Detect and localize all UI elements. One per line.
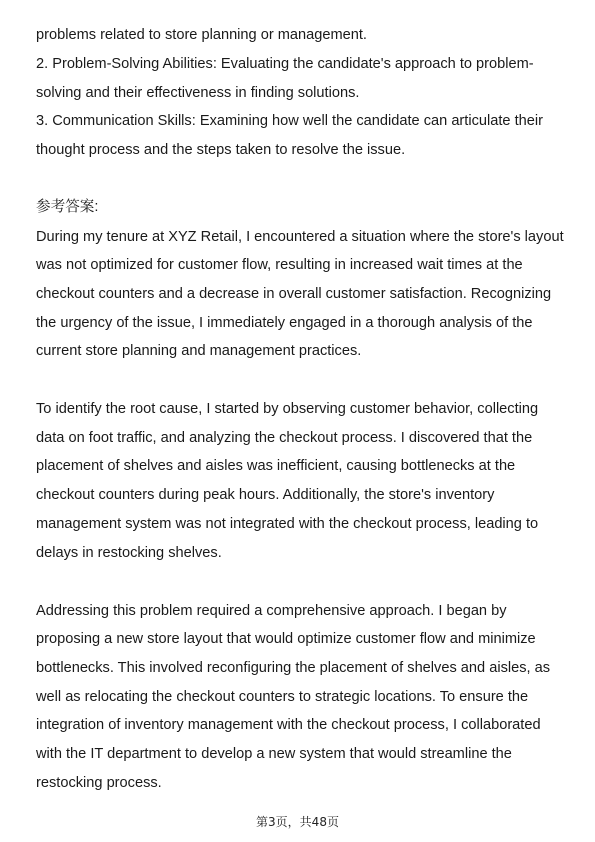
paragraph-line: integration of inventory management with the checkout process, I collaborated	[36, 717, 541, 733]
paragraph-line: management system was not integrated with the checkout process, leading to	[36, 516, 539, 532]
paragraph-line: current store planning and management practices.	[36, 343, 362, 359]
intro-line: 2. Problem-Solving Abilities: Evaluating the candidate's approach to problem-	[36, 56, 534, 72]
paragraph-line: placement of shelves and aisles was inefficient, causing bottlenecks at the	[36, 458, 516, 474]
paragraph-line: the urgency of the issue, I immediately engaged in a thorough analysis of the	[36, 315, 533, 331]
paragraph-line: proposing a new store layout that would optimize customer flow and minimize	[36, 631, 536, 647]
intro-line: solving and their effectiveness in finding solutions.	[36, 85, 360, 101]
answer-heading: 参考答案:	[36, 199, 99, 215]
paragraph-line: data on foot traffic, and analyzing the checkout process. I discovered that the	[36, 430, 533, 446]
paragraph-line: was not optimized for customer flow, resulting in increased wait times at the	[36, 257, 523, 273]
intro-line: 3. Communication Skills: Examining how well the candidate can articulate their	[36, 113, 543, 129]
paragraph-line: delays in restocking shelves.	[36, 545, 222, 561]
paragraph-line: checkout counters during peak hours. Additionally, the store's inventory	[36, 487, 495, 503]
paragraph-line: well as relocating the checkout counters to strategic locations. To ensure the	[36, 689, 529, 705]
paragraph-line: bottlenecks. This involved reconfiguring the placement of shelves and aisles, as	[36, 660, 551, 676]
paragraph-line: During my tenure at XYZ Retail, I encountered a situation where the store's layout	[36, 229, 564, 245]
paragraph-line: Addressing this problem required a comprehensive approach. I began by	[36, 603, 507, 619]
page-number-footer: 第3页，共48页	[256, 815, 339, 829]
paragraph-line: restocking process.	[36, 775, 162, 791]
paragraph-line: with the IT department to develop a new system that would streamline the	[36, 746, 512, 762]
paragraph-line: checkout counters and a decrease in overall customer satisfaction. Recognizing	[36, 286, 552, 302]
intro-line: thought process and the steps taken to resolve the issue.	[36, 142, 406, 158]
intro-line: problems related to store planning or management.	[36, 27, 367, 43]
paragraph-line: To identify the root cause, I started by observing customer behavior, collecting	[36, 401, 539, 417]
